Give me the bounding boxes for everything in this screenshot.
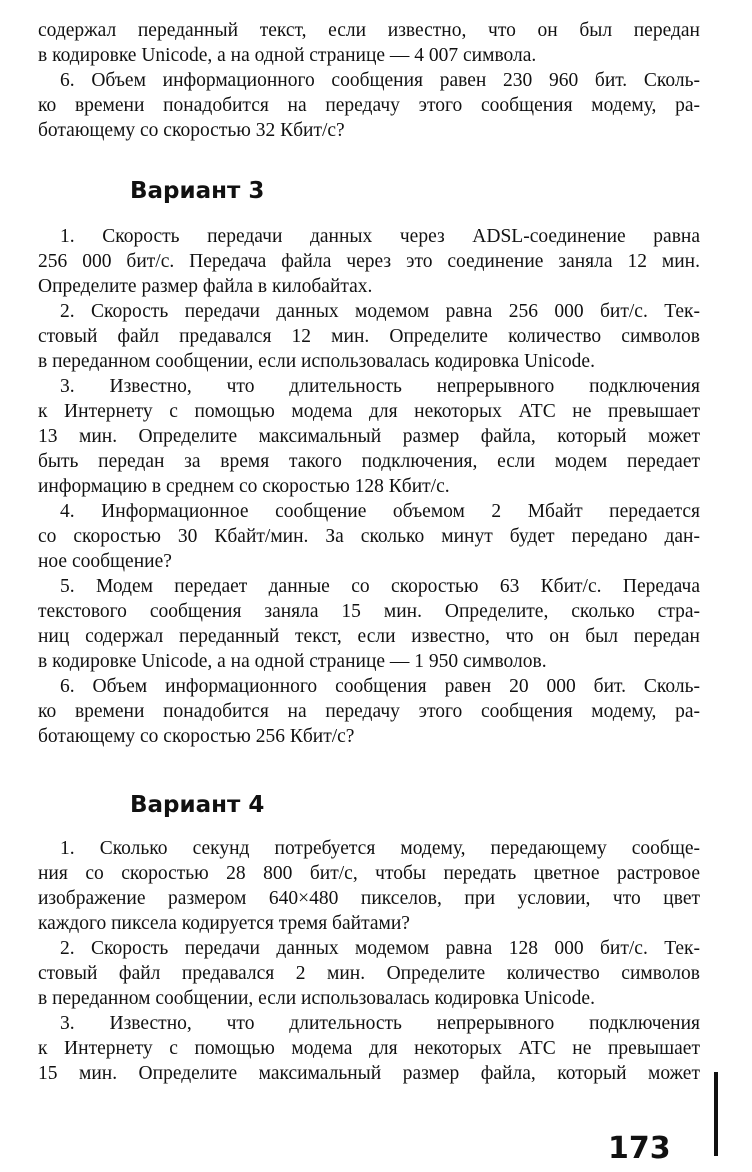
- text-line: к Интернету с помощью модема для некоторых АТС не превышает: [38, 1038, 700, 1059]
- text-line: ное сообщение?: [38, 551, 172, 572]
- text-line: со скоростью 30 Кбайт/мин. За сколько минут будет передано дан-: [38, 526, 700, 547]
- text-line: 3. Известно, что длительность непрерывного подключения: [60, 376, 700, 397]
- text-line: в переданном сообщении, если использовалась кодировка Unicode.: [38, 988, 595, 1009]
- text-line: 3. Известно, что длительность непрерывного подключения: [60, 1013, 700, 1034]
- text-line: 4. Информационное сообщение объемом 2 Мбайт передается: [60, 501, 700, 522]
- page-number: 173: [608, 1131, 671, 1166]
- text-block-variant2-end: [38, 18, 700, 143]
- text-block-variant3: [38, 224, 700, 749]
- text-block-variant4: [38, 836, 700, 1086]
- variant-4-heading: Вариант 4: [130, 792, 265, 818]
- variant-3-heading: Вариант 3: [130, 178, 265, 204]
- text-line: стовый файл предавался 12 мин. Определите количество символов: [38, 326, 700, 347]
- text-line: ко времени понадобится на передачу этого сообщения модему, ра-: [38, 95, 700, 116]
- text-line: 6. Объем информационного сообщения равен 20 000 бит. Сколь-: [60, 676, 700, 697]
- text-line: содержал переданный текст, если известно, что он был передан: [38, 20, 700, 41]
- text-line: ботающему со скоростью 32 Кбит/с?: [38, 120, 345, 141]
- text-line: в кодировке Unicode, а на одной странице — 4 007 символа.: [38, 45, 537, 66]
- text-line: текстового сообщения заняла 15 мин. Определите, сколько стра-: [38, 601, 700, 622]
- text-line: каждого пиксела кодируется тремя байтами?: [38, 913, 410, 934]
- text-line: 15 мин. Определите максимальный размер файла, который может: [38, 1063, 700, 1084]
- text-line: 2. Скорость передачи данных модемом равна 128 000 бит/с. Тек-: [60, 938, 700, 959]
- text-line: 1. Скорость передачи данных через ADSL-соединение равна: [60, 226, 700, 247]
- text-line: 1. Сколько секунд потребуется модему, передающему сообще-: [60, 838, 700, 859]
- text-line: в переданном сообщении, если использовалась кодировка Unicode.: [38, 351, 595, 372]
- text-line: ко времени понадобится на передачу этого сообщения модему, ра-: [38, 701, 700, 722]
- text-line: стовый файл предавался 2 мин. Определите количество символов: [38, 963, 700, 984]
- text-line: Определите размер файла в килобайтах.: [38, 276, 373, 297]
- text-line: 5. Модем передает данные со скоростью 63 Кбит/с. Передача: [60, 576, 700, 597]
- text-line: 2. Скорость передачи данных модемом равна 256 000 бит/с. Тек-: [60, 301, 700, 322]
- text-line: ботающему со скоростью 256 Кбит/с?: [38, 726, 355, 747]
- text-line: 256 000 бит/с. Передача файла через это соединение заняла 12 мин.: [38, 251, 700, 272]
- text-line: ниц содержал переданный текст, если известно, что он был передан: [38, 626, 700, 647]
- text-line: 13 мин. Определите максимальный размер файла, который может: [38, 426, 700, 447]
- text-line: в кодировке Unicode, а на одной странице — 1 950 символов.: [38, 651, 547, 672]
- text-line: 6. Объем информационного сообщения равен 230 960 бит. Сколь-: [60, 70, 700, 91]
- text-line: быть передан за время такого подключения, если модем передает: [38, 451, 700, 472]
- text-line: информацию в среднем со скоростью 128 Кбит/с.: [38, 476, 450, 497]
- page-edge-rule: [714, 1072, 718, 1156]
- text-line: ния со скоростью 28 800 бит/с, чтобы передать цветное растровое: [38, 863, 700, 884]
- text-line: к Интернету с помощью модема для некоторых АТС не превышает: [38, 401, 700, 422]
- text-line: изображение размером 640×480 пикселов, при условии, что цвет: [38, 888, 700, 909]
